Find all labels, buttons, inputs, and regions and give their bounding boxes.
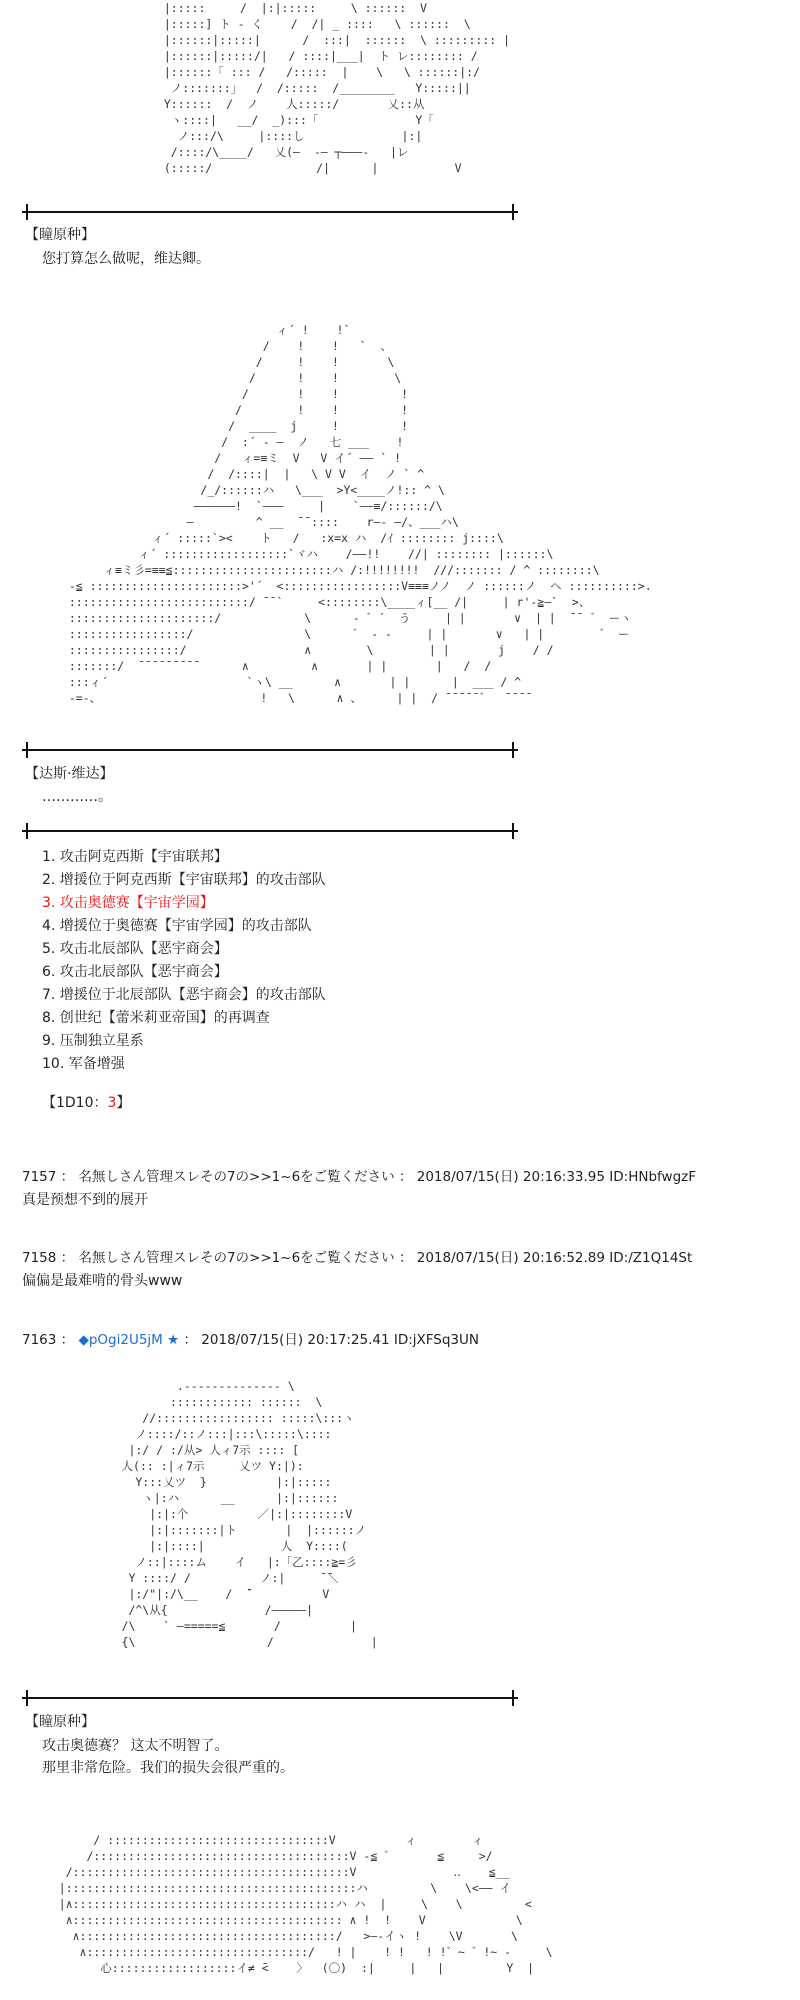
dice-suffix: 】 — [116, 1095, 131, 1111]
ascii-art-darth-vader: ィ´ ! !` / ! ! ` 、 / ! ! \ / ! ! \ / ! ! ! / ! ! ! / ____ j ! ! / :´ - ― ノ 七 ___ ! / ィ=≡ミ V V イ´ ―― ` ! / /::::| | \ V V イ ノ ` ^ /_/::::::ハ \___ >Y<____ノ!:: ^ \ ――――――! `――― | `――≡/::::::/\ ― ^ __ ̄ ̄ :::: r―- ―/、___ハ\ ィ´ :::::`>< ト / :x=x ハ /ｲ :::::::: j::::\ ィ´ ::::::::::::::::::`ヾハ /――!! //| :::::::: |::::::\ ィ≡ミ彡=≡≡≦:::::::::::::::::::::::ハ /:!!!!!!!! ///::::::: / ^ ::::::::\ -≦ ::::::::::::::::::::::>'´ <:::::::::::::::::V≡≡≡ノノ ノ ::::::ノ ヘ ::::::::::>. ::::::::::::::::::::::::::/ ̄ ̄ ` <::::::::\____ィ[__ /| | r'-≧―` >、 :::::::::::::::::::::/ \ - ゛´ う | | ∨ | | ̄ ̄ ゛ ーヽ :::::::::::::::::/ \ ゛ ‐ ‐ | | ∨ | | ゛ ー ::::::::::::::::/ ∧ \ | | j / / :::::::/ ̄ ̄ ̄ ̄ ̄ ̄ ̄ ̄ ̄ ∧ ∧ | | | / / :::ィ´ `ヽ\ __ ∧ | | | ___ / ^ -=-、 ! \ ∧ 、 | | / ̄ ̄ ̄ ̄ ̄ ゛ ̄ ̄ ̄ ̄ — [68, 323, 652, 705]
post-number: 7158 — [22, 1250, 57, 1266]
post-id: ID:/Z1Q14St — [609, 1250, 693, 1266]
list-item: 6. 攻击北辰部队【恶宇商会】 — [42, 964, 228, 980]
list-item: 7. 增援位于北辰部队【恶宇商会】的攻击部队 — [42, 987, 326, 1003]
divider-rule — [22, 1697, 518, 1699]
list-item: 1. 攻击阿克西斯【宇宙联邦】 — [42, 849, 228, 865]
post-name: 名無しさん管理スレその7の>>1~6をご覧ください — [78, 1250, 395, 1266]
post-number: 7163 — [22, 1332, 57, 1348]
list-item: 9. 压制独立星系 — [42, 1033, 144, 1049]
post-name: 名無しさん管理スレその7の>>1~6をご覧ください — [78, 1169, 395, 1185]
dialogue-line: 攻击奥德赛？ 这太不明智了。 — [42, 1738, 229, 1754]
speaker-label: 【瞳原种】 — [25, 227, 95, 243]
post-trip: ◆pOgi2U5jM ★ — [78, 1332, 180, 1348]
post-number: 7157 — [22, 1169, 57, 1185]
post-header: 7158 ： 名無しさん管理スレその7の>>1~6をご覧ください ： 2018/07/15(日) 20:16:52.89 ID:/Z1Q14St — [22, 1250, 693, 1266]
divider-rule — [22, 749, 518, 751]
post-header: 7163 ： ◆pOgi2U5jM ★ ： 2018/07/15(日) 20:17:25.41 ID:jXFSq3UN — [22, 1332, 480, 1348]
options-list — [42, 846, 326, 1076]
dialogue-line: 您打算怎么做呢，维达卿。 — [42, 251, 210, 267]
post-datetime: 2018/07/15(日) 20:16:52.89 — [416, 1250, 605, 1266]
dialogue-line: …………。 — [42, 789, 112, 805]
post-datetime: 2018/07/15(日) 20:16:33.95 — [416, 1169, 605, 1185]
dice-value: 3 — [107, 1095, 117, 1111]
post-datetime: 2018/07/15(日) 20:17:25.41 — [201, 1332, 390, 1348]
list-item: 4. 增援位于奥德赛【宇宙学园】的攻击部队 — [42, 918, 312, 934]
divider-rule — [22, 830, 518, 832]
dialogue-line: 那里非常危险。我们的损失会很严重的。 — [42, 1760, 294, 1776]
post-id: ID:HNbfwgzF — [609, 1169, 697, 1185]
post-id: ID:jXFSq3UN — [393, 1332, 480, 1348]
post-body: 偏偏是最难啃的骨头www — [22, 1273, 183, 1289]
speaker-label: 【瞳原种】 — [25, 1714, 95, 1730]
list-item: 10. 军备增强 — [42, 1056, 125, 1072]
ascii-art-character-1: |::::: / |:|::::: \ :::::: V |:::::] ト - く / /| _ :::: \ :::::: \ |::::::|:::::| / :::| :::::: \ ::::::::: | |::::::|:::::/| / ::::|___| ト レ:::::::: / |::::::「 ::: / /::::: | \ \ ::::::|:/ ノ:::::::」 / /::::: /________ Y:::::|| Y:::::: / ノ 人:::::/ 乂::从 ヽ::::| __/ _):::「 Y「 ノ:::/\ |::::し |:| /::::/\____/ 乂(― -― ┬―――- |レ (:::::/ /| | V — [163, 1, 511, 175]
speaker-label: 【达斯·维达】 — [25, 766, 114, 782]
dice-roll — [42, 1092, 130, 1112]
list-item: 8. 创世纪【蕾米莉亚帝国】的再调查 — [42, 1010, 270, 1026]
dice-prefix: 【1D10： — [42, 1095, 108, 1111]
ascii-art-character-3: .-------------- \ :::::::::::: :::::: \ //::::::::::::::::: :::::\:::ヽ ノ::::/::ノ:::|:::\:::::\:::: |:/ / :/从> 人ィ7示 :::: [ 人(:: :|ィ7示 乂ツ Y:|): Y:::乂ツ } |:|::::: ヽ|:ハ __ |:|:::::: |:|:个 ／|:|::::::::V |:|:::::::|ト | |::::::ノ |:|::::| 人 Y::::( ノ::|::::ム イ |:「乙::::≧=彡 Y ::::/ / ノ:| ̄ ̄＼ |:/"|:/\__ / ̄` V /^\从{ /―――――| /\ ` ―=====≦ / | {\ / | — [121, 1379, 378, 1649]
post-body: 真是预想不到的展开 — [22, 1192, 148, 1208]
list-item: 2. 增援位于阿克西斯【宇宙联邦】的攻击部队 — [42, 872, 326, 888]
list-item: 5. 攻击北辰部队【恶宇商会】 — [42, 941, 228, 957]
list-item-selected: 3. 攻击奥德赛【宇宙学园】 — [42, 895, 214, 911]
divider-rule — [22, 211, 518, 213]
post-header: 7157 ： 名無しさん管理スレその7の>>1~6をご覧ください ： 2018/07/15(日) 20:16:33.95 ID:HNbfwgzF — [22, 1169, 697, 1185]
ascii-art-character-4: / ::::::::::::::::::::::::::::::::V ィ ィ /:::::::::::::::::::::::::::::::::::::V ‐≦ ゛ ≦ >/ /::::::::::::::::::::::::::::::::::::::::V ‥ ≦__ |::::::::::::::::::::::::::::::::::::::::::ハ \ \<―― イ |∧::::::::::::::::::::::::::::::::::::::ハ ハ | \ \ < ∧::::::::::::::::::::::::::::::::::::::: ∧ ! ! V \ ∧:::::::::::::::::::::::::::::::::::::/ >―-イヽ ! \V \ ∧::::::::::::::::::::::::::::::::/ ! | ! ! ! !゛~ ゛!~ ‐ \ 心::::::::::::::::::イ≠ ̄< 〉 (〇) :| | | Y | — [58, 1833, 553, 1975]
